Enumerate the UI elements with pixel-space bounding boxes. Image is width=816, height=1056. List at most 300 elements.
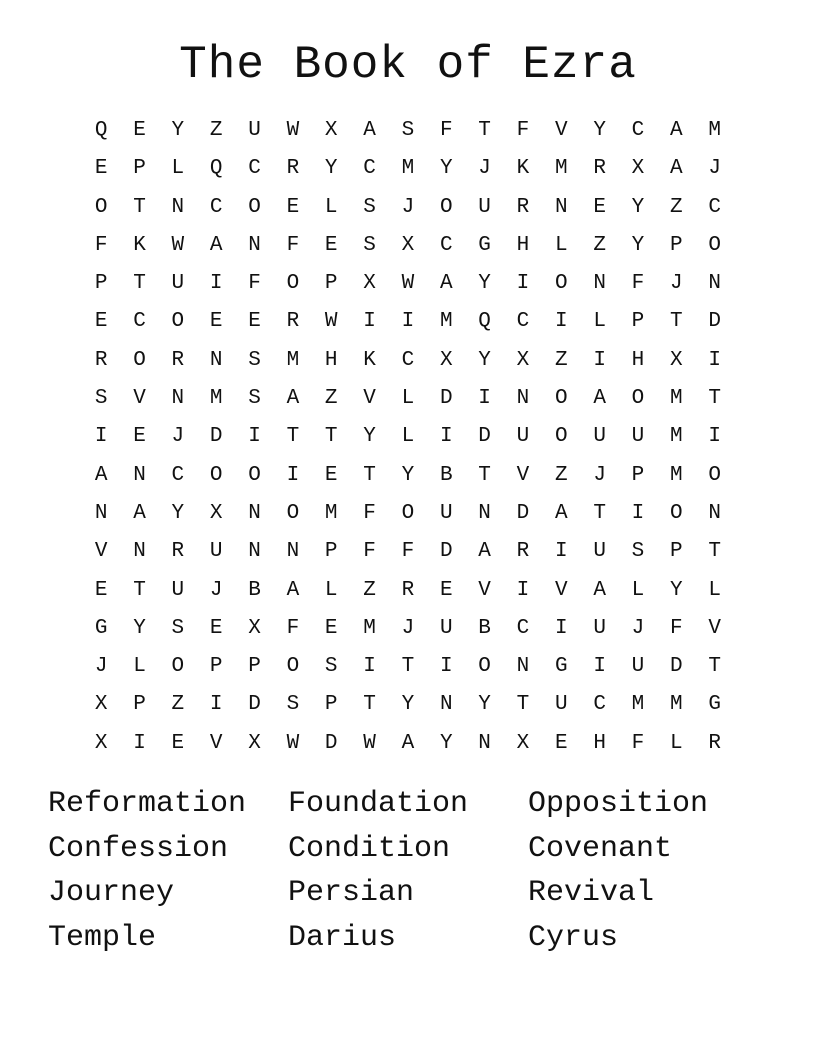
grid-letter: H: [631, 348, 645, 372]
grid-letter: T: [401, 655, 415, 679]
grid-letter: T: [133, 195, 146, 219]
grid-letter: M: [286, 348, 300, 372]
grid-letter: P: [324, 693, 338, 717]
grid-letter: F: [248, 272, 261, 296]
grid-letter: H: [324, 348, 338, 372]
grid-letter: A: [554, 501, 568, 525]
grid-letter: U: [593, 540, 606, 564]
word-list: [48, 784, 768, 962]
grid-letter: E: [324, 233, 338, 257]
grid-letter: V: [363, 387, 376, 411]
grid-letter: I: [554, 616, 568, 640]
grid-letter: D: [670, 655, 683, 679]
grid-letter: C: [248, 157, 261, 181]
grid-letter: E: [94, 310, 108, 334]
grid-letter: R: [94, 348, 108, 372]
grid-letter: X: [94, 693, 108, 717]
grid-letter: M: [439, 310, 453, 334]
grid-row: [82, 189, 734, 227]
grid-letter: D: [516, 501, 530, 525]
grid-letter: E: [94, 578, 108, 602]
grid-letter: T: [133, 578, 146, 602]
grid-letter: L: [401, 387, 415, 411]
grid-letter: E: [248, 310, 261, 334]
grid-letter: U: [593, 425, 606, 449]
grid-letter: S: [631, 540, 645, 564]
grid-letter: P: [324, 272, 338, 296]
grid-letter: D: [439, 387, 453, 411]
grid-letter: O: [554, 387, 568, 411]
grid-letter: J: [478, 157, 491, 181]
grid-letter: O: [94, 195, 108, 219]
grid-letter: I: [401, 310, 415, 334]
grid-letter: N: [248, 233, 261, 257]
grid-letter: R: [708, 731, 721, 755]
grid-letter: O: [171, 310, 185, 334]
grid-letter: Z: [209, 119, 223, 142]
grid-letter: V: [478, 578, 491, 602]
grid-letter: J: [401, 616, 415, 640]
grid-letter: W: [286, 731, 300, 755]
grid-letter: M: [670, 693, 683, 717]
grid-letter: Z: [554, 348, 568, 372]
grid-letter: R: [516, 540, 530, 564]
grid-letter: C: [401, 348, 415, 372]
grid-letter: R: [286, 310, 300, 334]
grid-letter: L: [324, 578, 338, 602]
word-list-item: Journey: [48, 876, 175, 911]
grid-letter: V: [516, 463, 530, 487]
grid-letter: Y: [593, 119, 606, 142]
grid-letter: Z: [324, 387, 338, 411]
grid-letter: O: [670, 501, 683, 525]
grid-letter: P: [94, 272, 108, 296]
grid-letter: U: [554, 693, 568, 717]
grid-letter: P: [324, 540, 338, 564]
grid-letter: F: [631, 731, 645, 755]
grid-letter: I: [554, 310, 568, 334]
grid-letter: N: [708, 272, 721, 296]
grid-letter: N: [708, 501, 721, 525]
grid-letter: I: [133, 731, 146, 755]
grid-letter: Z: [171, 693, 185, 717]
grid-letter: S: [171, 616, 185, 640]
grid-letter: R: [171, 348, 185, 372]
grid-letter: C: [363, 157, 376, 181]
grid-letter: V: [94, 540, 108, 564]
grid-letter: O: [554, 272, 568, 296]
grid-letter: N: [516, 387, 530, 411]
grid-letter: Y: [478, 693, 491, 717]
grid-letter: Y: [401, 463, 415, 487]
grid-letter: T: [478, 119, 491, 142]
word-list-item: Foundation: [288, 787, 469, 821]
grid-letter: D: [478, 425, 491, 449]
grid-letter: W: [363, 731, 376, 755]
grid-letter: M: [670, 425, 683, 449]
grid-letter: F: [670, 616, 683, 640]
grid-letter: X: [631, 157, 645, 181]
grid-letter: U: [209, 540, 223, 564]
grid-letter: A: [593, 387, 606, 411]
grid-letter: A: [286, 578, 300, 602]
grid-letter: T: [363, 463, 376, 487]
grid-letter: U: [516, 425, 530, 449]
grid-letter: D: [439, 540, 453, 564]
grid-letter: O: [286, 655, 300, 679]
grid-letter: B: [248, 578, 261, 602]
grid-letter: H: [593, 731, 606, 755]
grid-letter: E: [593, 195, 606, 219]
word-list-item: Condition: [288, 831, 451, 866]
grid-row: [82, 342, 734, 380]
grid-letter: O: [248, 195, 261, 219]
grid-letter: N: [209, 348, 223, 372]
grid-letter: V: [554, 578, 568, 602]
grid-letter: D: [708, 310, 721, 334]
grid-letter: A: [286, 387, 300, 411]
grid-letter: J: [401, 195, 415, 219]
grid-letter: I: [478, 387, 491, 411]
word-list-item: Confession: [48, 831, 229, 866]
word-row: [48, 873, 768, 918]
grid-row: [82, 533, 734, 571]
grid-letter: F: [363, 501, 376, 525]
grid-letter: J: [171, 425, 185, 449]
grid-letter: Y: [171, 119, 185, 142]
grid-letter: Y: [324, 157, 338, 181]
grid-letter: U: [631, 425, 645, 449]
grid-letter: Y: [171, 501, 185, 525]
grid-letter: U: [248, 119, 261, 142]
grid-letter: E: [209, 616, 223, 640]
grid-letter: I: [516, 578, 530, 602]
grid-letter: O: [286, 501, 300, 525]
grid-letter: T: [708, 655, 721, 679]
grid-letter: O: [286, 272, 300, 296]
word-list-item: Covenant: [528, 831, 673, 866]
word-list-item: Opposition: [528, 787, 709, 821]
word-list-item: Revival: [528, 876, 655, 911]
grid-letter: N: [593, 272, 606, 296]
grid-letter: T: [708, 540, 721, 564]
grid-letter: V: [133, 387, 146, 411]
grid-letter: U: [171, 578, 185, 602]
word-list-item: Darius: [288, 920, 397, 955]
grid-letter: Z: [554, 463, 568, 487]
word-list-item: Reformation: [48, 787, 247, 821]
grid-letter: D: [324, 731, 338, 755]
grid-letter: X: [439, 348, 453, 372]
grid-letter: M: [708, 119, 721, 142]
grid-letter: S: [401, 119, 415, 142]
word-row: [48, 784, 768, 829]
grid-letter: O: [478, 655, 491, 679]
grid-letter: Y: [670, 578, 683, 602]
grid-letter: M: [401, 157, 415, 181]
grid-letter: E: [324, 463, 338, 487]
grid-letter: V: [708, 616, 721, 640]
grid-letter: O: [439, 195, 453, 219]
grid-letter: S: [324, 655, 338, 679]
grid-row: [82, 648, 734, 686]
grid-letter: S: [248, 348, 261, 372]
grid-letter: I: [631, 501, 645, 525]
grid-letter: T: [133, 272, 146, 296]
grid-letter: S: [248, 387, 261, 411]
grid-letter: T: [324, 425, 338, 449]
grid-letter: Q: [209, 157, 223, 181]
word-row: [48, 918, 768, 963]
grid-letter: I: [209, 272, 223, 296]
grid-letter: Y: [631, 195, 645, 219]
grid-letter: P: [670, 233, 683, 257]
grid-letter: F: [286, 616, 300, 640]
grid-letter: T: [670, 310, 683, 334]
grid-letter: O: [209, 463, 223, 487]
grid-row: [82, 380, 734, 418]
grid-letter: A: [209, 233, 223, 257]
grid-letter: E: [554, 731, 568, 755]
grid-letter: A: [670, 157, 683, 181]
grid-letter: C: [516, 310, 530, 334]
grid-letter: T: [478, 463, 491, 487]
grid-letter: K: [516, 157, 530, 181]
grid-letter: I: [248, 425, 261, 449]
grid-letter: F: [516, 119, 530, 142]
grid-letter: L: [324, 195, 338, 219]
grid-letter: Q: [478, 310, 491, 334]
grid-letter: N: [248, 501, 261, 525]
grid-letter: E: [133, 425, 146, 449]
grid-letter: A: [133, 501, 146, 525]
grid-letter: L: [401, 425, 415, 449]
grid-letter: M: [554, 157, 568, 181]
grid-letter: X: [363, 272, 376, 296]
grid-letter: I: [209, 693, 223, 717]
grid-letter: Z: [670, 195, 683, 219]
grid-row: [82, 303, 734, 341]
grid-letter: C: [439, 233, 453, 257]
grid-letter: X: [670, 348, 683, 372]
grid-letter: Y: [478, 348, 491, 372]
grid-letter: N: [478, 501, 491, 525]
grid-letter: P: [209, 655, 223, 679]
grid-letter: U: [631, 655, 645, 679]
grid-letter: F: [439, 119, 453, 142]
grid-letter: O: [248, 463, 261, 487]
grid-letter: C: [708, 195, 721, 219]
grid-letter: E: [171, 731, 185, 755]
grid-letter: O: [554, 425, 568, 449]
grid-letter: F: [94, 233, 108, 257]
grid-letter: R: [171, 540, 185, 564]
word-list-item: Persian: [288, 876, 415, 911]
grid-letter: Y: [439, 157, 453, 181]
grid-letter: Z: [363, 578, 376, 602]
grid-letter: R: [401, 578, 415, 602]
grid-letter: E: [439, 578, 453, 602]
grid-letter: A: [670, 119, 683, 142]
grid-letter: A: [439, 272, 453, 296]
grid-letter: W: [286, 119, 300, 142]
grid-letter: S: [94, 387, 108, 411]
grid-row: [82, 457, 734, 495]
grid-letter: Y: [631, 233, 645, 257]
grid-letter: M: [363, 616, 376, 640]
grid-letter: F: [401, 540, 415, 564]
grid-letter: G: [478, 233, 491, 257]
grid-letter: N: [439, 693, 453, 717]
grid-letter: P: [248, 655, 261, 679]
grid-letter: X: [401, 233, 415, 257]
grid-letter: X: [248, 616, 261, 640]
grid-letter: I: [439, 655, 453, 679]
grid-letter: G: [94, 616, 108, 640]
grid-letter: L: [133, 655, 146, 679]
grid-letter: W: [401, 272, 415, 296]
grid-letter: X: [516, 731, 530, 755]
grid-letter: L: [670, 731, 683, 755]
grid-letter: N: [94, 501, 108, 525]
grid-letter: T: [286, 425, 300, 449]
grid-letter: E: [324, 616, 338, 640]
grid-letter: C: [133, 310, 146, 334]
grid-letter: L: [593, 310, 606, 334]
grid-letter: T: [516, 693, 530, 717]
grid-letter: C: [171, 463, 185, 487]
grid-letter: C: [209, 195, 223, 219]
grid-row: [82, 112, 734, 150]
grid-letter: N: [554, 195, 568, 219]
grid-letter: L: [631, 578, 645, 602]
grid-letter: P: [133, 157, 146, 181]
grid-letter: A: [593, 578, 606, 602]
grid-letter: U: [439, 501, 453, 525]
grid-row: [82, 686, 734, 724]
grid-letter: J: [708, 157, 721, 181]
grid-letter: X: [94, 731, 108, 755]
grid-letter: A: [363, 119, 376, 142]
page-title: The Book of Ezra: [179, 39, 637, 91]
grid-letter: O: [171, 655, 185, 679]
grid-letter: X: [209, 501, 223, 525]
grid-letter: E: [286, 195, 300, 219]
grid-letter: K: [133, 233, 146, 257]
grid-letter: N: [171, 387, 185, 411]
grid-letter: I: [516, 272, 530, 296]
grid-row: [82, 227, 734, 265]
grid-letter: M: [631, 693, 645, 717]
grid-letter: O: [133, 348, 146, 372]
grid-letter: I: [708, 425, 721, 449]
grid-letter: R: [593, 157, 606, 181]
grid-letter: J: [670, 272, 683, 296]
grid-letter: I: [94, 425, 108, 449]
grid-letter: P: [133, 693, 146, 717]
grid-row: [82, 610, 734, 648]
grid-letter: E: [94, 157, 108, 181]
grid-letter: O: [708, 463, 721, 487]
grid-letter: L: [708, 578, 721, 602]
grid-letter: C: [516, 616, 530, 640]
grid-letter: O: [708, 233, 721, 257]
grid-letter: F: [363, 540, 376, 564]
grid-letter: S: [363, 195, 376, 219]
grid-letter: G: [708, 693, 721, 717]
grid-letter: X: [324, 119, 338, 142]
grid-letter: S: [363, 233, 376, 257]
grid-letter: Y: [363, 425, 376, 449]
grid-letter: F: [631, 272, 645, 296]
grid-letter: Y: [478, 272, 491, 296]
grid-letter: N: [516, 655, 530, 679]
grid-letter: R: [516, 195, 530, 219]
letter-grid: [82, 112, 734, 763]
grid-letter: U: [478, 195, 491, 219]
grid-letter: D: [209, 425, 223, 449]
grid-letter: B: [478, 616, 491, 640]
grid-letter: U: [171, 272, 185, 296]
grid-letter: N: [286, 540, 300, 564]
grid-letter: L: [171, 157, 185, 181]
grid-row: [82, 725, 734, 763]
grid-letter: R: [286, 157, 300, 181]
grid-row: [82, 495, 734, 533]
grid-letter: S: [286, 693, 300, 717]
grid-letter: X: [516, 348, 530, 372]
grid-letter: U: [439, 616, 453, 640]
grid-letter: Q: [94, 119, 108, 142]
grid-letter: T: [363, 693, 376, 717]
grid-letter: I: [593, 655, 606, 679]
grid-letter: P: [670, 540, 683, 564]
grid-letter: B: [439, 463, 453, 487]
grid-letter: H: [516, 233, 530, 257]
grid-letter: Y: [439, 731, 453, 755]
grid-letter: W: [324, 310, 338, 334]
grid-letter: O: [631, 387, 645, 411]
grid-letter: J: [593, 463, 606, 487]
word-list-item: Cyrus: [528, 920, 619, 955]
grid-letter: Z: [593, 233, 606, 257]
grid-letter: N: [133, 463, 146, 487]
grid-letter: J: [631, 616, 645, 640]
grid-letter: I: [363, 310, 376, 334]
grid-letter: V: [209, 731, 223, 755]
grid-letter: P: [631, 463, 645, 487]
grid-letter: N: [171, 195, 185, 219]
grid-letter: G: [554, 655, 568, 679]
grid-letter: I: [439, 425, 453, 449]
grid-letter: O: [401, 501, 415, 525]
grid-letter: N: [478, 731, 491, 755]
grid-letter: D: [248, 693, 261, 717]
grid-letter: K: [363, 348, 376, 372]
grid-letter: M: [324, 501, 338, 525]
grid-letter: U: [593, 616, 606, 640]
grid-letter: I: [708, 348, 721, 372]
grid-letter: V: [554, 119, 568, 142]
grid-letter: C: [631, 119, 645, 142]
grid-letter: I: [363, 655, 376, 679]
grid-letter: I: [593, 348, 606, 372]
grid-letter: N: [248, 540, 261, 564]
grid-letter: M: [209, 387, 223, 411]
grid-letter: A: [94, 463, 108, 487]
grid-letter: X: [248, 731, 261, 755]
grid-row: [82, 150, 734, 188]
